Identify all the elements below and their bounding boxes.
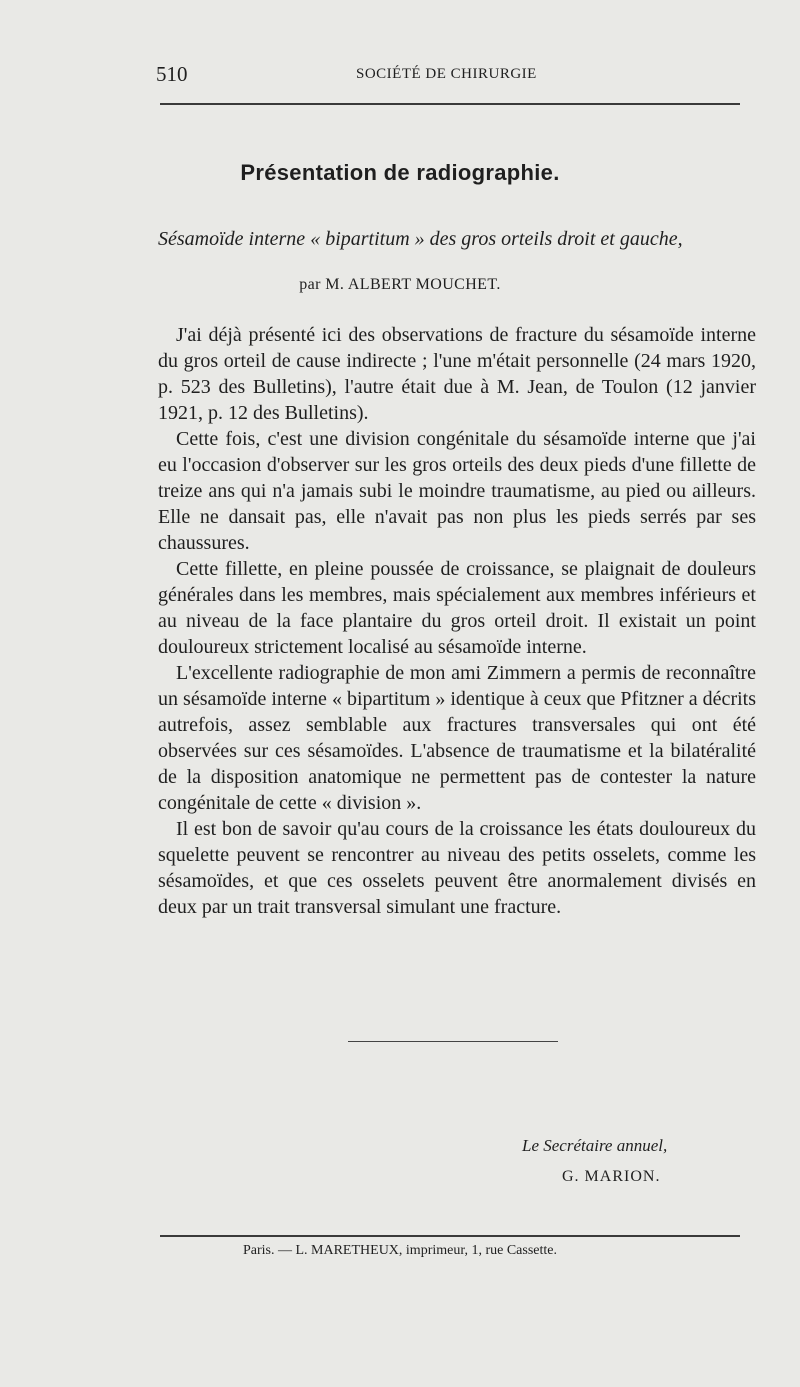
article-title: Présentation de radiographie. bbox=[240, 160, 560, 185]
body-paragraph: Il est bon de savoir qu'au cours de la croissance les états douloureux du squelette peuvent se rencontrer au niveau des petits osselets, comme les sésamoïdes, et que ces osselets peuvent être anormalement divisés en deux par un trait transversal simulant une fracture. bbox=[158, 818, 756, 918]
article-subtitle: Sésamoïde interne « bipartitum » des gros orteils droit et gauche, bbox=[158, 228, 683, 250]
body-paragraph: Cette fois, c'est une division congénitale du sésamoïde interne que j'ai eu l'occasion d'observer sur les gros orteils des deux pieds d'une fillette de treize ans qui n'a jamais subi le moindre traumatisme, au pied ou ailleurs. Elle ne dansait pas, elle n'avait pas non plus les pieds serrés par ses chaussures. bbox=[158, 428, 756, 554]
footer-rule bbox=[160, 1235, 740, 1237]
running-head bbox=[156, 62, 756, 90]
signature-name: G. MARION. bbox=[562, 1168, 661, 1185]
signature-role: Le Secrétaire annuel, bbox=[522, 1136, 668, 1155]
article-body bbox=[158, 322, 756, 920]
running-title: SOCIÉTÉ DE CHIRURGIE bbox=[356, 66, 537, 82]
article-byline: par M. ALBERT MOUCHET. bbox=[299, 276, 501, 293]
page-number: 510 bbox=[156, 62, 188, 86]
body-paragraph: Cette fillette, en pleine poussée de croissance, se plaignait de douleurs générales dans les membres, mais spécialement aux membres inférieurs et au niveau de la face plantaire du gros orteil droit. Il existait un point douloureux strictement localisé au sésamoïde interne. bbox=[158, 558, 756, 658]
body-paragraph: L'excellente radiographie de mon ami Zimmern a permis de reconnaître un sésamoïde interne « bipartitum » identique à ceux que Pfitzner a décrits autrefois, assez semblable aux fractures transversales qui ont été observées sur ces sésamoïdes. L'absence de traumatisme et la bilatéralité de la disposition anatomique ne permettent pas de contester la nature congénitale de cette « division ». bbox=[158, 662, 756, 814]
signature-block bbox=[522, 1136, 762, 1186]
end-of-article-rule bbox=[348, 1041, 558, 1042]
printer-imprint: Paris. — L. MARETHEUX, imprimeur, 1, rue Cassette. bbox=[242, 1243, 557, 1258]
body-paragraph: J'ai déjà présenté ici des observations de fracture du sésamoïde interne du gros orteil de cause indirecte ; l'une m'était personnelle (24 mars 1920, p. 523 des Bulletins), l'autre était due à M. Jean, de Toulon (12 janvier 1921, p. 12 des Bulletins). bbox=[158, 324, 756, 424]
header-rule bbox=[160, 103, 740, 105]
